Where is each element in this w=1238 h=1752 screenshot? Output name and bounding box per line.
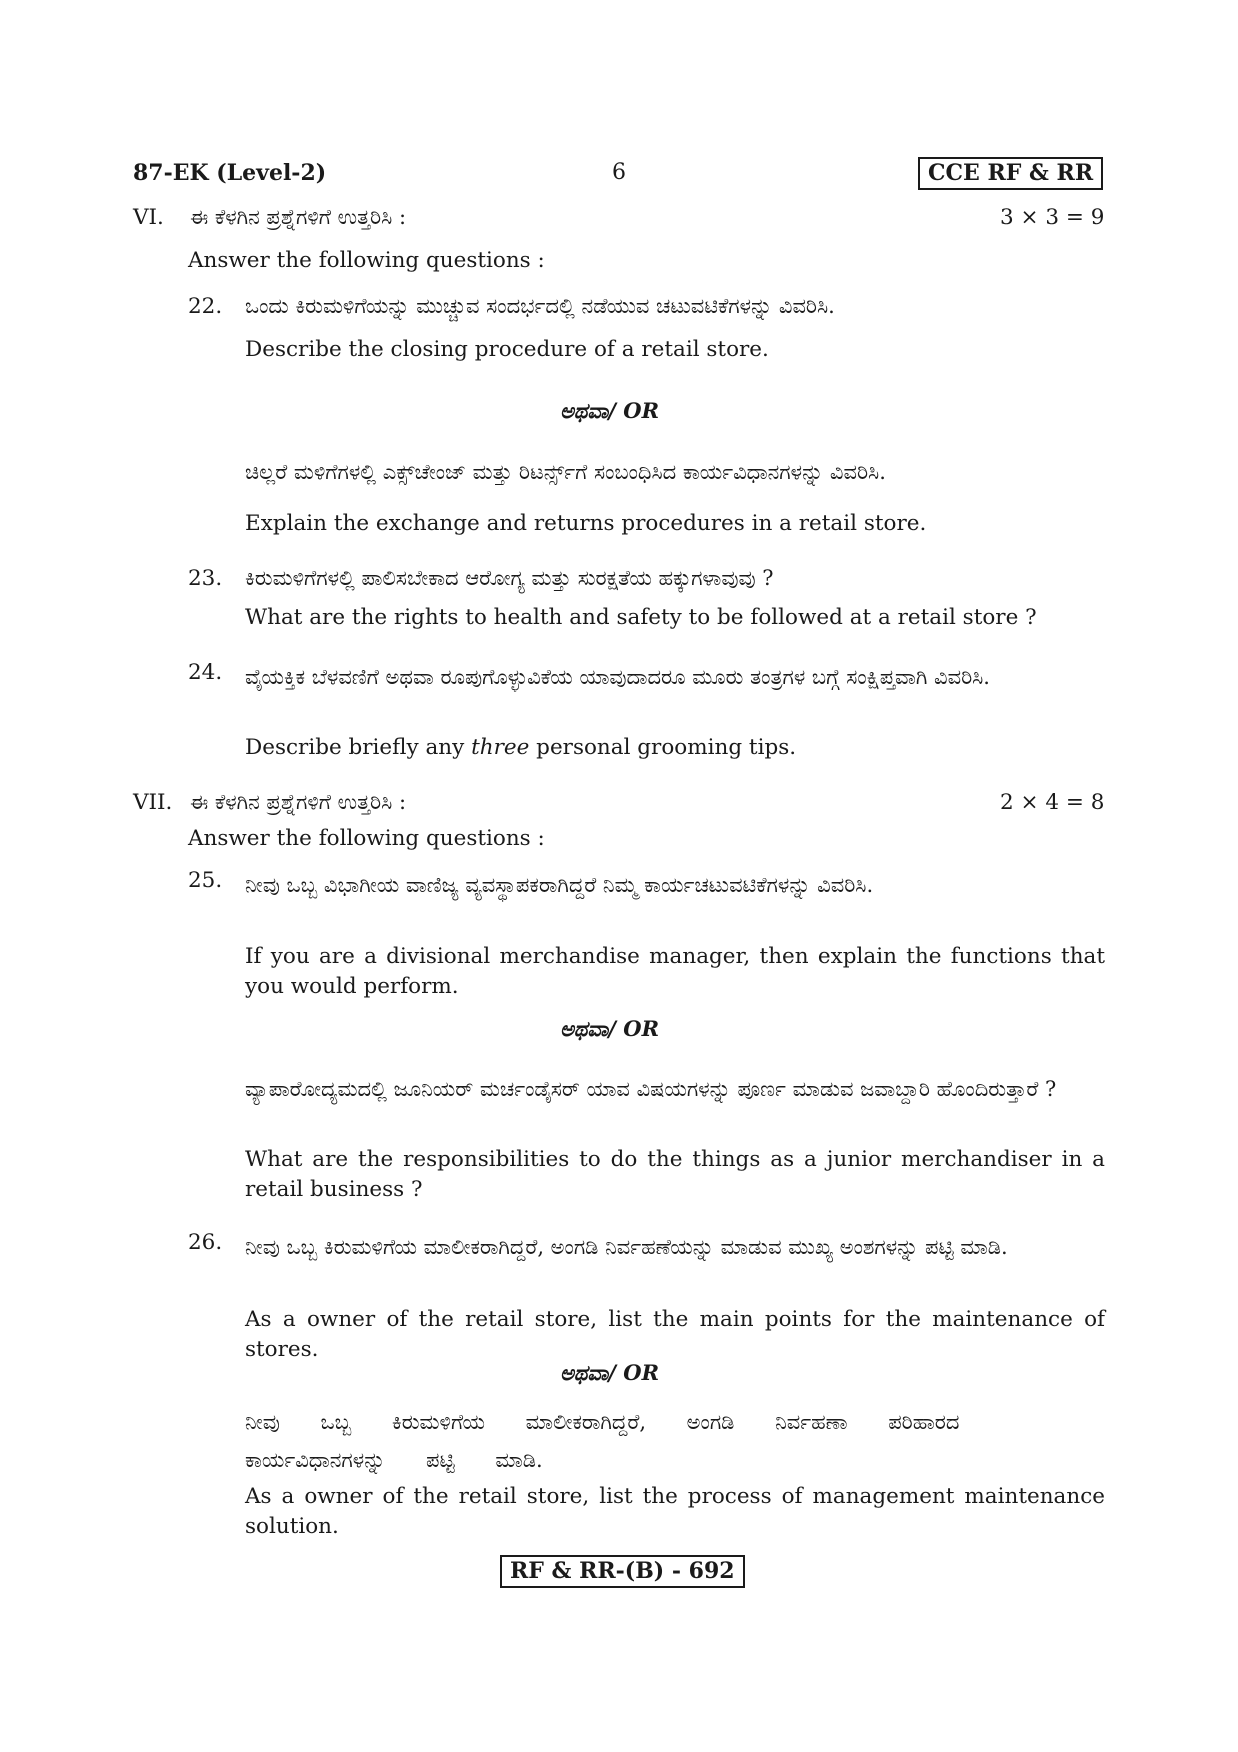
q24-kn: ವೈಯಕ್ತಿಕ ಬೆಳವಣಿಗೆ ಅಥವಾ ರೂಪುಗೊಳ್ಳುವಿಕೆಯ ಯಾವುದಾದರೂ ಮೂರು ತಂತ್ರಗಳ ಬಗ್ಗೆ ಸಂಕ್ಷಿಪ್ತವಾಗಿ ವಿವರಿಸಿ. [245,665,990,689]
q25-kn: ನೀವು ಒಬ್ಬ ವಿಭಾಗೀಯ ವಾಣಿಜ್ಯ ವ್ಯವಸ್ಥಾಪಕರಾಗಿದ್ದರೆ ನಿಮ್ಮ ಕಾರ್ಯಚಟುವಟಿಕೆಗಳನ್ನು ವಿವರಿಸಿ. [245,873,874,897]
exam-code-box: CCE RF & RR [918,157,1103,190]
section-7-heading-en: Answer the following questions : [188,826,545,851]
q25-alt-kn: ವ್ಯಾಪಾರೋದ್ಯಮದಲ್ಲಿ ಜೂನಿಯರ್ ಮರ್ಚಂಡೈಸರ್ ಯಾವ ವಿಷಯಗಳನ್ನು ಪೂರ್ಣ ಮಾಡುವ ಜವಾಬ್ದಾರಿ ಹೊಂದಿರುತ್ತಾರೆ ? [245,1077,1057,1101]
q22-en: Describe the closing procedure of a retail store. [245,337,769,362]
q22-alt-en: Explain the exchange and returns procedures in a retail store. [245,511,927,536]
q25-alt-en: What are the responsibilities to do the things as a junior merchandiser in a retail business ? [245,1147,1105,1202]
q22-alt-kn: ಚಿಲ್ಲರೆ ಮಳಿಗೆಗಳಲ್ಲಿ ಎಕ್ಸ್‌ಚೇಂಜ್ ಮತ್ತು ರಿಟರ್ನ್ಸ್‌ಗೆ ಸಂಬಂಧಿಸಿದ ಕಾರ್ಯವಿಧಾನಗಳನ್ನು ವಿವರಿಸಿ. [245,460,886,484]
q26-alt-kn: ನೀವು ಒಬ್ಬ ಕಿರುಮಳಿಗೆಯ ಮಾಲೀಕರಾಗಿದ್ದರೆ, ಅಂಗಡಿ ನಿರ್ವಹಣಾ ಪರಿಹಾರದ ಕಾರ್ಯವಿಧಾನಗಳನ್ನು ಪಟ್ಟಿ ಮಾಡಿ. [245,1410,960,1472]
section-6-numeral: VI. [133,205,164,230]
section-7-numeral: VII. [133,790,173,815]
q23-kn: ಕಿರುಮಳಿಗೆಗಳಲ್ಲಿ ಪಾಲಿಸಬೇಕಾದ ಆರೋಗ್ಯ ಮತ್ತು ಸುರಕ್ಷತೆಯ ಹಕ್ಕುಗಳಾವುವು ? [245,566,774,590]
q24-number: 24. [188,660,223,685]
q25-en: If you are a divisional merchandise manager, then explain the functions that you would perform. [245,944,1105,999]
q24-emphasis: three [471,735,530,760]
q24-en: Describe briefly any three personal grooming tips. [245,735,797,760]
section-7-heading-kn: ಈ ಕೆಳಗಿನ ಪ್ರಶ್ನೆಗಳಿಗೆ ಉತ್ತರಿಸಿ : [190,790,407,814]
page-number: 6 [612,160,626,185]
q23-number: 23. [188,566,223,591]
q26-kn: ನೀವು ಒಬ್ಬ ಕಿರುಮಳಿಗೆಯ ಮಾಲೀಕರಾಗಿದ್ದರೆ, ಅಂಗಡಿ ನಿರ್ವಹಣೆಯನ್ನು ಮಾಡುವ ಮುಖ್ಯ ಅಂಶಗಳನ್ನು ಪಟ್ಟಿ ಮಾಡಿ. [245,1235,1008,1259]
footer-code-box: RF & RR-(B) - 692 [500,1555,745,1588]
q25-number: 25. [188,868,223,893]
or-separator: ಅಥವಾ/ OR [560,1360,660,1385]
section-6-heading-kn: ಈ ಕೆಳಗಿನ ಪ್ರಶ್ನೆಗಳಿಗೆ ಉತ್ತರಿಸಿ : [190,205,407,229]
q26-number: 26. [188,1230,223,1255]
or-separator: ಅಥವಾ/ OR [560,1016,660,1041]
paper-code: 87-EK (Level-2) [133,160,327,186]
q22-kn: ಒಂದು ಕಿರುಮಳಿಗೆಯನ್ನು ಮುಚ್ಚುವ ಸಂದರ್ಭದಲ್ಲಿ ನಡೆಯುವ ಚಟುವಟಿಕೆಗಳನ್ನು ವಿವರಿಸಿ. [245,294,835,318]
or-separator: ಅಥವಾ/ OR [560,398,660,423]
section-6-heading-en: Answer the following questions : [188,248,545,273]
q26-alt-en: As a owner of the retail store, list the process of management maintenance solution. [245,1484,1105,1539]
q23-en: What are the rights to health and safety to be followed at a retail store ? [245,605,1037,630]
q26-en: As a owner of the retail store, list the main points for the maintenance of stores. [245,1307,1105,1362]
section-7-marks: 2 × 4 = 8 [1000,790,1105,815]
q22-number: 22. [188,294,223,319]
section-6-marks: 3 × 3 = 9 [1000,205,1105,230]
